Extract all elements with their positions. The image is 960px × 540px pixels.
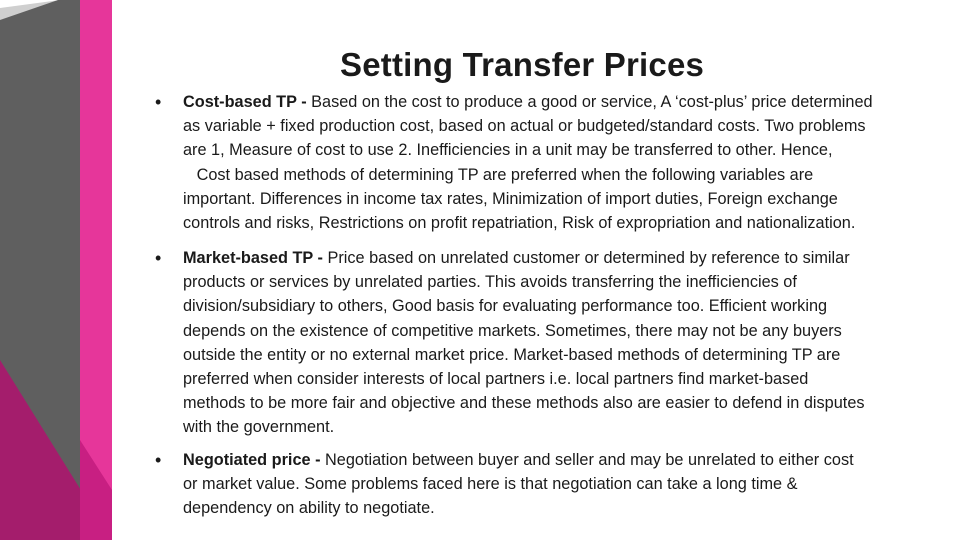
bullet-line: important. Differences in income tax rates, Minimization of import duties, Foreign exchange (183, 189, 838, 208)
bullet-line: Cost based methods of determining TP are preferred when the following variables are (183, 165, 814, 184)
bullet-glyph: • (155, 450, 162, 470)
bullet-line: Price based on unrelated customer or determined by reference to similar (327, 249, 850, 267)
bullet-line: preferred when consider interests of local partners i.e. local partners find market-based (183, 370, 809, 389)
bullet-line: products or services by unrelated parties. This avoids transferring the inefficiencies of (183, 273, 797, 292)
bullet-glyph: • (155, 248, 162, 268)
bullet-glyph: • (155, 92, 162, 112)
bullet-line: as variable + fixed production cost, based on actual or budgeted/standard costs. Two problems (183, 117, 866, 136)
bullet-term: Negotiated price - (183, 451, 326, 469)
decorative-side-bands (0, 0, 160, 540)
bullet-line: dependency on ability to negotiate. (183, 499, 435, 518)
bullet-line: with the government. (183, 418, 335, 437)
bullet-line: are 1, Measure of cost to use 2. Inefficiencies in a unit may be transferred to other. Hence, (183, 141, 833, 160)
bullet-market-based (155, 246, 960, 440)
bullet-negotiated-price (155, 448, 960, 521)
bullet-line: methods to be more fair and objective and these methods also are easier to defend in disputes (183, 394, 865, 413)
bullet-term: Cost-based TP - (183, 93, 312, 111)
bullet-term: Market-based TP - (183, 249, 328, 267)
bullet-line: controls and risks, Restrictions on profit repatriation, Risk of expropriation and nationalization. (183, 214, 856, 233)
bullet-line: division/subsidiary to others, Good basis for evaluating performance too. Efficient working (183, 297, 828, 316)
slide-title: Setting Transfer Prices (340, 46, 705, 83)
bullet-line: or market value. Some problems faced here is that negotiation can take a long time & (183, 475, 798, 494)
bullet-cost-based (155, 90, 960, 235)
bullet-line: Negotiation between buyer and seller and may be unrelated to either cost (325, 451, 854, 469)
bullet-line: depends on the existence of competitive markets. Sometimes, there may not be any buyers (183, 321, 842, 340)
bullet-line: Based on the cost to produce a good or service, A ‘cost-plus’ price determined (311, 93, 873, 111)
bullet-line: outside the entity or no external market price. Market-based methods of determining TP are (183, 345, 841, 364)
